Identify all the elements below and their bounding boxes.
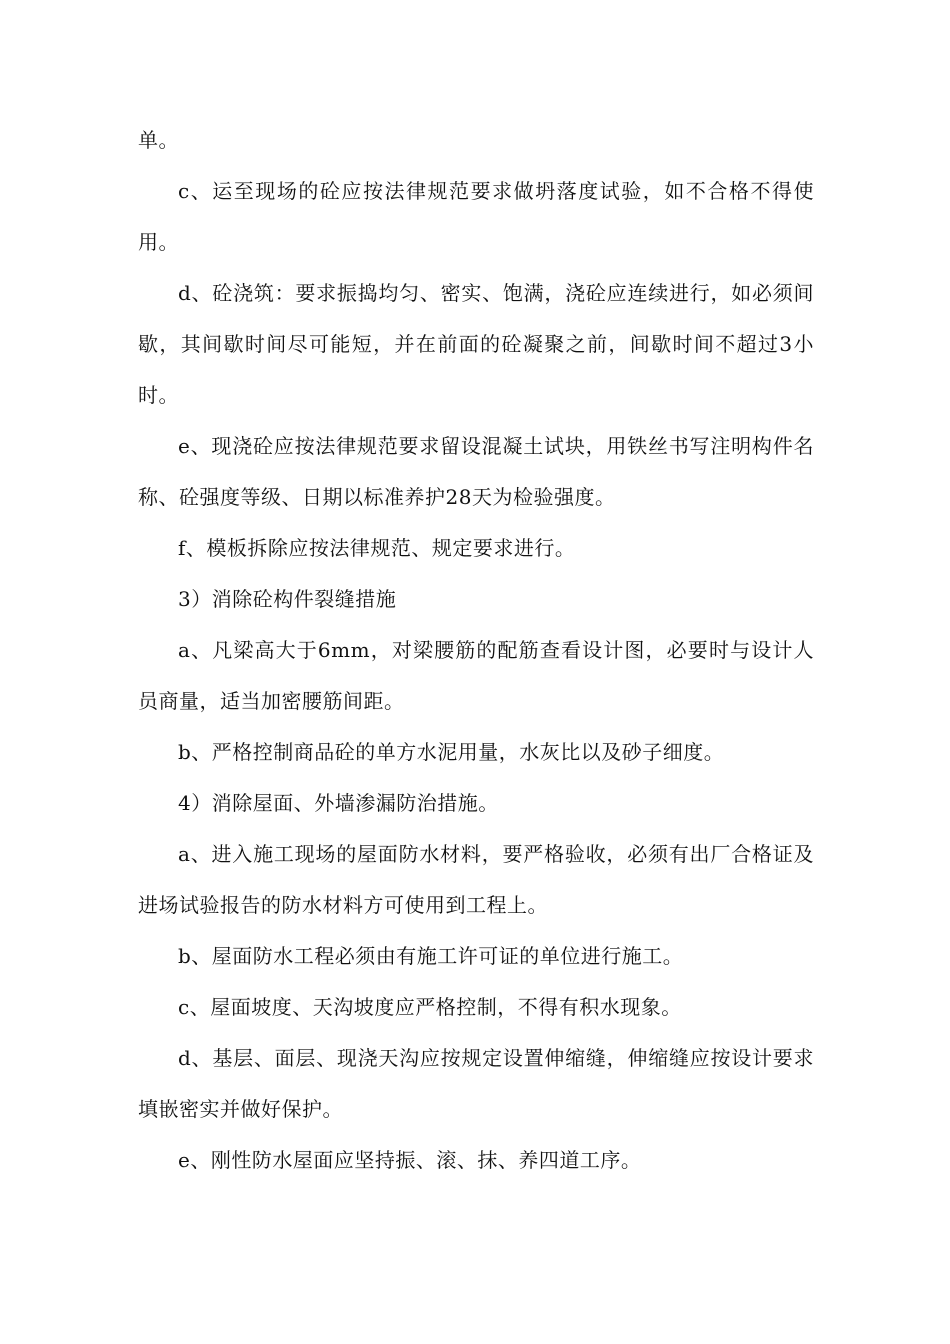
paragraph: b、严格控制商品砼的单方水泥用量，水灰比以及砂子细度。 <box>178 740 725 764</box>
body-text <box>138 115 814 1186</box>
paragraph: e、现浇砼应按法律规范要求留设混凝土试块，用铁丝书写注明构件名称、砼强度等级、日期以标准养护28天为检验强度。 <box>138 434 814 509</box>
paragraph: d、砼浇筑：要求振捣均匀、密实、饱满，浇砼应连续进行，如必须间歇，其间歇时间尽可能短，并在前面的砼凝聚之前，间歇时间不超过3小时。 <box>138 281 814 407</box>
paragraph: f、模板拆除应按法律规范、规定要求进行。 <box>178 536 576 560</box>
paragraph: c、屋面坡度、天沟坡度应严格控制，不得有积水现象。 <box>178 995 682 1019</box>
paragraph: a、凡梁高大于6mm，对梁腰筋的配筋查看设计图，必要时与设计人员商量，适当加密腰筋间距。 <box>138 638 814 713</box>
paragraph: d、基层、面层、现浇天沟应按规定设置伸缩缝，伸缩缝应按设计要求填嵌密实并做好保护。 <box>138 1046 814 1121</box>
paragraph: c、运至现场的砼应按法律规范要求做坍落度试验，如不合格不得使用。 <box>138 179 814 254</box>
paragraph: b、屋面防水工程必须由有施工许可证的单位进行施工。 <box>178 944 684 968</box>
paragraph: 单。 <box>138 128 179 152</box>
section-heading: 4）消除屋面、外墙渗漏防治措施。 <box>178 791 499 815</box>
paragraph: e、刚性防水屋面应坚持振、滚、抹、养四道工序。 <box>178 1148 642 1172</box>
paragraph: a、进入施工现场的屋面防水材料，要严格验收，必须有出厂合格证及进场试验报告的防水材料方可使用到工程上。 <box>138 842 814 917</box>
section-heading: 3）消除砼构件裂缝措施 <box>178 587 397 611</box>
